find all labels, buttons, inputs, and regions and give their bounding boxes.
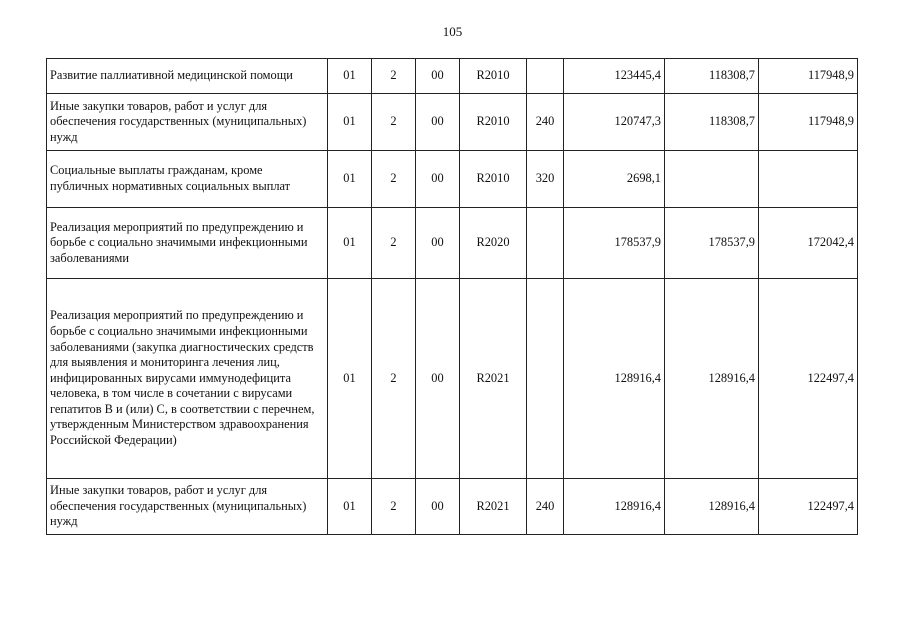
row-name: Иные закупки товаров, работ и услуг для обеспечения государственных (муниципальных) нужд — [47, 94, 328, 151]
row-value-2: 128916,4 — [665, 279, 759, 479]
row-type: 240 — [527, 479, 564, 535]
table-row — [47, 94, 858, 151]
row-name: Развитие паллиативной медицинской помощи — [47, 59, 328, 94]
row-col2: 2 — [372, 208, 416, 279]
row-type — [527, 59, 564, 94]
row-code: R2020 — [460, 208, 527, 279]
row-code: R2010 — [460, 151, 527, 208]
row-col3: 00 — [416, 479, 460, 535]
row-type: 240 — [527, 94, 564, 151]
row-name: Реализация мероприятий по предупреждению и борьбе с социально значимыми инфекционными заболеваниями — [47, 208, 328, 279]
row-type — [527, 279, 564, 479]
row-value-1: 128916,4 — [564, 279, 665, 479]
row-col1: 01 — [328, 94, 372, 151]
row-value-1: 2698,1 — [564, 151, 665, 208]
row-col1: 01 — [328, 59, 372, 94]
row-value-3: 122497,4 — [759, 279, 858, 479]
row-col3: 00 — [416, 208, 460, 279]
row-value-2: 118308,7 — [665, 94, 759, 151]
row-value-3: 172042,4 — [759, 208, 858, 279]
row-value-1: 128916,4 — [564, 479, 665, 535]
table-row — [47, 151, 858, 208]
row-col1: 01 — [328, 208, 372, 279]
row-col2: 2 — [372, 94, 416, 151]
row-code: R2021 — [460, 479, 527, 535]
row-col1: 01 — [328, 279, 372, 479]
row-code: R2010 — [460, 59, 527, 94]
row-col1: 01 — [328, 151, 372, 208]
row-name: Социальные выплаты гражданам, кроме публичных нормативных социальных выплат — [47, 151, 328, 208]
row-name: Иные закупки товаров, работ и услуг для обеспечения государственных (муниципальных) нужд — [47, 479, 328, 535]
row-col3: 00 — [416, 279, 460, 479]
page-number: 105 — [442, 24, 463, 39]
row-value-3: 117948,9 — [759, 59, 858, 94]
row-col1: 01 — [328, 479, 372, 535]
row-value-3 — [759, 151, 858, 208]
table-row — [47, 479, 858, 535]
row-type — [527, 208, 564, 279]
row-col2: 2 — [372, 151, 416, 208]
row-col2: 2 — [372, 479, 416, 535]
row-value-1: 123445,4 — [564, 59, 665, 94]
row-value-3: 117948,9 — [759, 94, 858, 151]
row-col2: 2 — [372, 279, 416, 479]
row-value-1: 120747,3 — [564, 94, 665, 151]
row-type: 320 — [527, 151, 564, 208]
row-name: Реализация мероприятий по предупреждению и борьбе с социально значимыми инфекционными заболеваниями (закупка диагностических средств для выявления и мониторинга лечения лиц, инфицированных вирусами иммунодефицита человека, в том числе в сочетании с вирусами гепатитов B и (или) C, в соответствии с перечнем, утвержденным Министерством здравоохранения Российской Федерации) — [47, 279, 328, 479]
row-value-3: 122497,4 — [759, 479, 858, 535]
row-value-2: 178537,9 — [665, 208, 759, 279]
row-value-1: 178537,9 — [564, 208, 665, 279]
table-row — [47, 59, 858, 94]
row-col2: 2 — [372, 59, 416, 94]
row-value-2: 128916,4 — [665, 479, 759, 535]
row-col3: 00 — [416, 151, 460, 208]
row-code: R2021 — [460, 279, 527, 479]
row-code: R2010 — [460, 94, 527, 151]
table-row — [47, 279, 858, 479]
row-col3: 00 — [416, 59, 460, 94]
table-row — [47, 208, 858, 279]
budget-table — [46, 58, 858, 535]
row-col3: 00 — [416, 94, 460, 151]
row-value-2: 118308,7 — [665, 59, 759, 94]
row-value-2 — [665, 151, 759, 208]
